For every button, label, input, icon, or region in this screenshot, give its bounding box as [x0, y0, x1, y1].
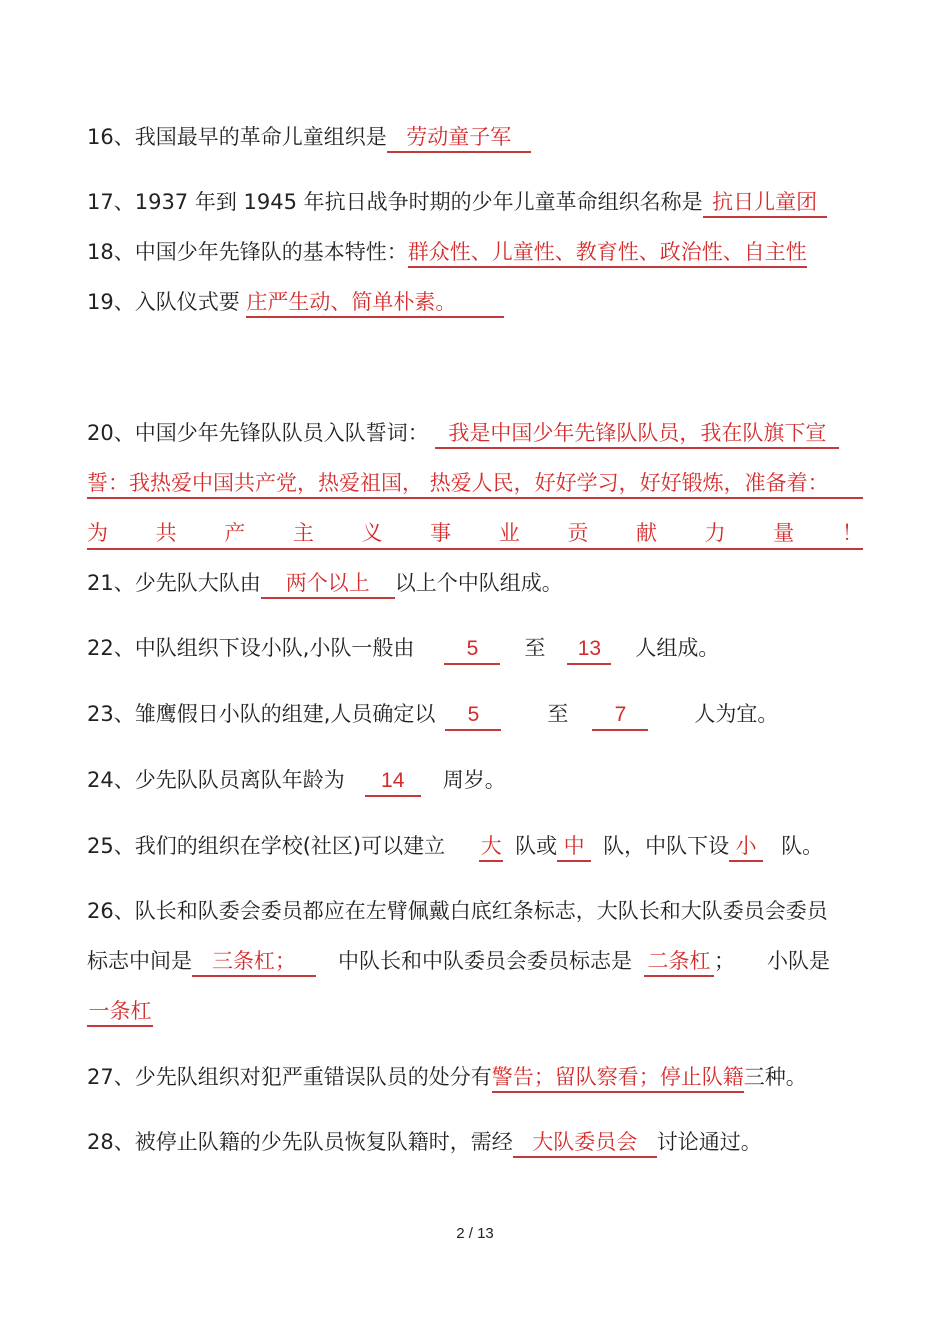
- answer-27: 警告；留队察看；停止队籍: [492, 1063, 744, 1093]
- answer-26-c: 一条杠: [87, 997, 153, 1027]
- answer-28: 大队委员会: [513, 1128, 657, 1158]
- question-27: 27、少先队组织对犯严重错误队员的处分有警告；留队察看；停止队籍三种。: [87, 1062, 807, 1093]
- answer-26-b: 二条杠: [644, 947, 714, 977]
- answer-23-min: 5: [445, 701, 501, 731]
- answer-18: 群众性、儿童性、教育性、政治性、自主性: [408, 238, 807, 268]
- question-26: 26、队长和队委会委员都应在左臂佩戴白底红条标志，大队长和大队委员会委员: [87, 899, 828, 923]
- answer-25-b: 中: [557, 832, 591, 862]
- answer-25-a: 大: [479, 832, 503, 862]
- question-23: 23、雏鹰假日小队的组建,人员确定以 5 至 7 人为宜。: [87, 699, 778, 731]
- question-19: 19、入队仪式要 庄严生动、简单朴素。: [87, 287, 504, 318]
- question-24: 24、少先队队员离队年龄为 14 周岁。: [87, 765, 506, 797]
- answer-23-max: 7: [592, 701, 648, 731]
- answer-20-line-2: 誓：我热爱中国共产党，热爱祖国， 热爱人民，好好学习，好好锻炼，准备着：: [87, 468, 863, 499]
- answer-16: 劳动童子军: [387, 123, 531, 153]
- question-26-line-3: [87, 996, 153, 1027]
- question-28: 28、被停止队籍的少先队员恢复队籍时，需经 大队委员会 讨论通过。: [87, 1127, 762, 1158]
- answer-24: 14: [365, 767, 421, 797]
- question-18: 18、中国少年先锋队的基本特性：群众性、儿童性、教育性、政治性、自主性: [87, 237, 807, 268]
- answer-26-a: 三条杠；: [192, 947, 316, 977]
- answer-21: 两个以上: [261, 569, 395, 599]
- answer-22-min: 5: [444, 635, 500, 665]
- answer-25-c: 小: [729, 832, 763, 862]
- question-20: 20、中国少年先锋队队员入队誓词： 我是中国少年先锋队队员，我在队旗下宣: [87, 418, 839, 449]
- question-16: 16、我国最早的革命儿童组织是 劳动童子军: [87, 122, 531, 153]
- question-22: 22、中队组织下设小队,小队一般由 5 至 13 人组成。: [87, 633, 719, 665]
- question-26-line-2: 标志中间是 三条杠； 中队长和中队委员会委员标志是 二条杠 ； 小队是: [87, 946, 830, 977]
- page-number: 2 / 13: [456, 1225, 494, 1242]
- question-25: 25、我们的组织在学校(社区)可以建立 大 队或 中 队，中队下设 小 队。: [87, 831, 823, 862]
- answer-22-max: 13: [567, 635, 611, 665]
- question-21: 21、少先队大队由 两个以上 以上个中队组成。: [87, 568, 563, 599]
- answer-17: 抗日儿童团: [703, 188, 827, 218]
- answer-20-line-3: 为 共 产 主 义 事 业 贡 献 力 量 ！: [87, 518, 863, 550]
- question-17: 17、1937 年到 1945 年抗日战争时期的少年儿童革命组织名称是 抗日儿童团: [87, 187, 827, 218]
- answer-19: 庄严生动、简单朴素。: [246, 288, 504, 318]
- answer-20-line-1: 我是中国少年先锋队队员，我在队旗下宣: [435, 419, 839, 449]
